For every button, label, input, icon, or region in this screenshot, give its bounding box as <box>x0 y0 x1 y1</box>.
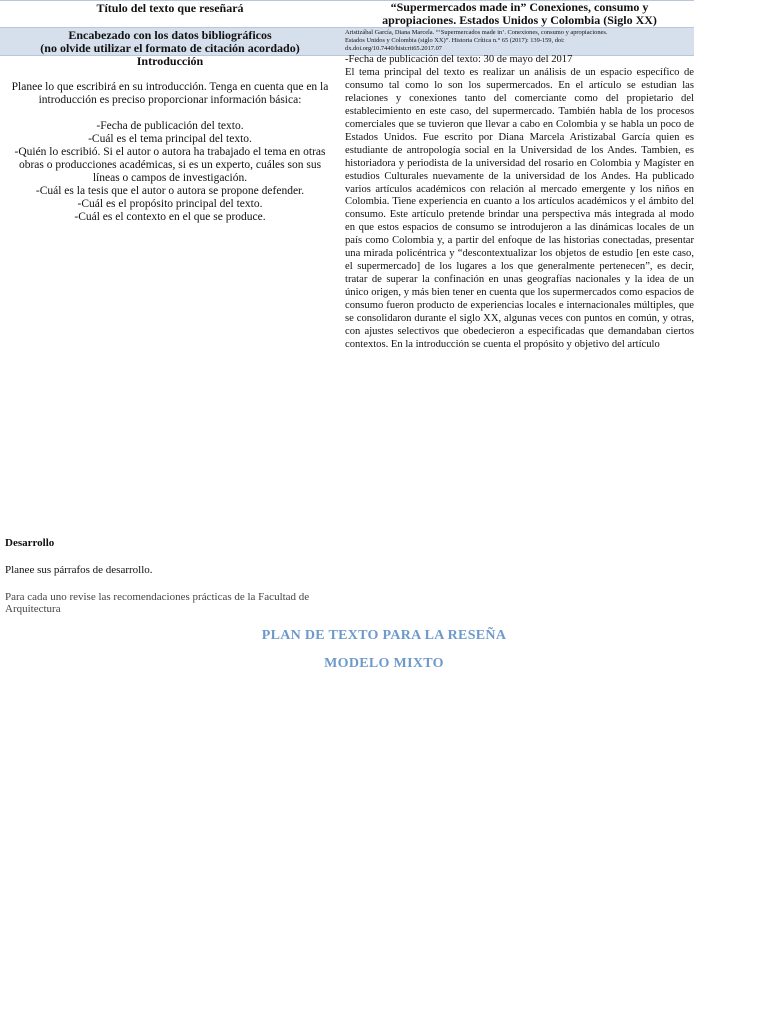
development-instruction: Planee sus párrafos de desarrollo. <box>5 564 153 576</box>
table-row-bibliography <box>0 27 694 56</box>
introduction-paragraph: El tema principal del texto es realizar un análisis de un espacio específico de consumo tal como lo son los supermercados. En el artículo se estudian las relaciones y conexiones tanto del comerciante como del propietario del establecimiento en este caso, del supermercado. También habla de los procesos comerciales que se tuvieron que llevar a cabo en Colombia y se habla un poco de Estados Unidos. Fue escrito por Diana Marcela Aristizabal García quien es estudiante de antropología social en la Universidad de los Andes. Tambien, es historiadora y periodista de la universidad del rosario en Colombia y Magíster en estudios Culturales nuevamente de la universidad de los Andes. Ha publicado varios artículos académicos con relación al mercado emergente y los niños en Colombia. Tiene experiencia en cuanto a los artículos académicos y el ámbito del consumo. Este artículo pretende brindar una perspectiva más integrada al modo en que estos espacios de consumo se introdujeron a las dinámicas locales de un país como Colombia y, a partir del enfoque de las historias conectadas, presentar una mirada policéntrica y “descontextualizar los objetos de estudio [en este caso, el supermercado] de los lugares a los que generalmente pertenecen”, es decir, tratar de superar la confinación en unas geografías nacionales y la idea de un único origen, y más bien tener en cuenta que los supermercados como espacios de consumo fueron producto de experiencias locales e internacionales múltiples, que se consolidaron durante el siglo XX, algunas veces con puntos en común, y otras, con ajustes selectivos que obedecieron a especificadas que demandaban ciertos contextos. En la introducción se cuenta el propósito y objetivo del artículo <box>345 66 694 350</box>
development-section <box>5 536 685 577</box>
title-label-text: Título del texto que reseñará <box>96 1 244 15</box>
bibliography-citation <box>345 28 694 53</box>
checklist-item: -Cuál es el tema principal del texto. <box>88 133 252 145</box>
bibliography-label-line1: Encabezado con los datos bibliográficos <box>68 28 272 42</box>
citation-line3: dx.doi.org/10.7440/histcrit65.2017.07 <box>345 45 442 52</box>
title-value-line1: “Supermercados made in” Conexiones, consumo y <box>390 0 649 14</box>
introduction-instructions <box>0 54 340 224</box>
checklist-item: -Cuál es el contexto en el que se produce. <box>74 211 266 223</box>
checklist-item: -Cuál es el propósito principal del texto. <box>77 198 263 210</box>
publication-date: -Fecha de publicación del texto: 30 de mayo del 2017 <box>345 54 573 65</box>
introduction-heading: Introducción <box>136 54 204 68</box>
citation-line2: Estados Unidos y Colombia (siglo XX)”. Historia Crítica n.° 65 (2017): 139-159, doi: <box>345 37 565 44</box>
introduction-response <box>345 54 694 352</box>
title-label <box>0 1 340 15</box>
title-value-line2: apropiaciones. Estados Unidos y Colombia (Siglo XX) <box>382 13 657 27</box>
clipped-text: Para cada uno revise las recomendaciones prácticas de la Facultad de Arquitectura <box>5 591 310 615</box>
plan-subtitle: MODELO MIXTO <box>324 656 444 671</box>
title-value <box>345 1 694 27</box>
plan-title: PLAN DE TEXTO PARA LA RESEÑA <box>261 628 507 643</box>
citation-line1: Aristizábal García, Diana Marcela. “‘Supermercados made in’. Conexiones, consumo y apropiaciones. <box>345 29 608 36</box>
introduction-guidance: Planee lo que escribirá en su introducción. Tenga en cuenta que en la introducción es preciso proporcionar información básica: <box>11 81 329 106</box>
clipped-text-line <box>5 587 365 615</box>
checklist-item: -Quién lo escribió. Si el autor o autora ha trabajado el tema en otras obras o producciones académicas, si es un experto, cuáles son sus líneas o campos de investigación. <box>14 146 326 184</box>
checklist-item: -Fecha de publicación del texto. <box>96 120 244 132</box>
development-heading: Desarrollo <box>5 537 55 549</box>
introduction-checklist <box>0 120 340 224</box>
table-row-introduction <box>0 54 694 354</box>
checklist-item: -Cuál es la tesis que el autor o autora se propone defender. <box>35 185 305 197</box>
bibliography-label <box>0 28 340 54</box>
table-row-title <box>0 0 694 28</box>
bibliography-label-line2: (no olvide utilizar el formato de citación acordado) <box>40 40 300 55</box>
